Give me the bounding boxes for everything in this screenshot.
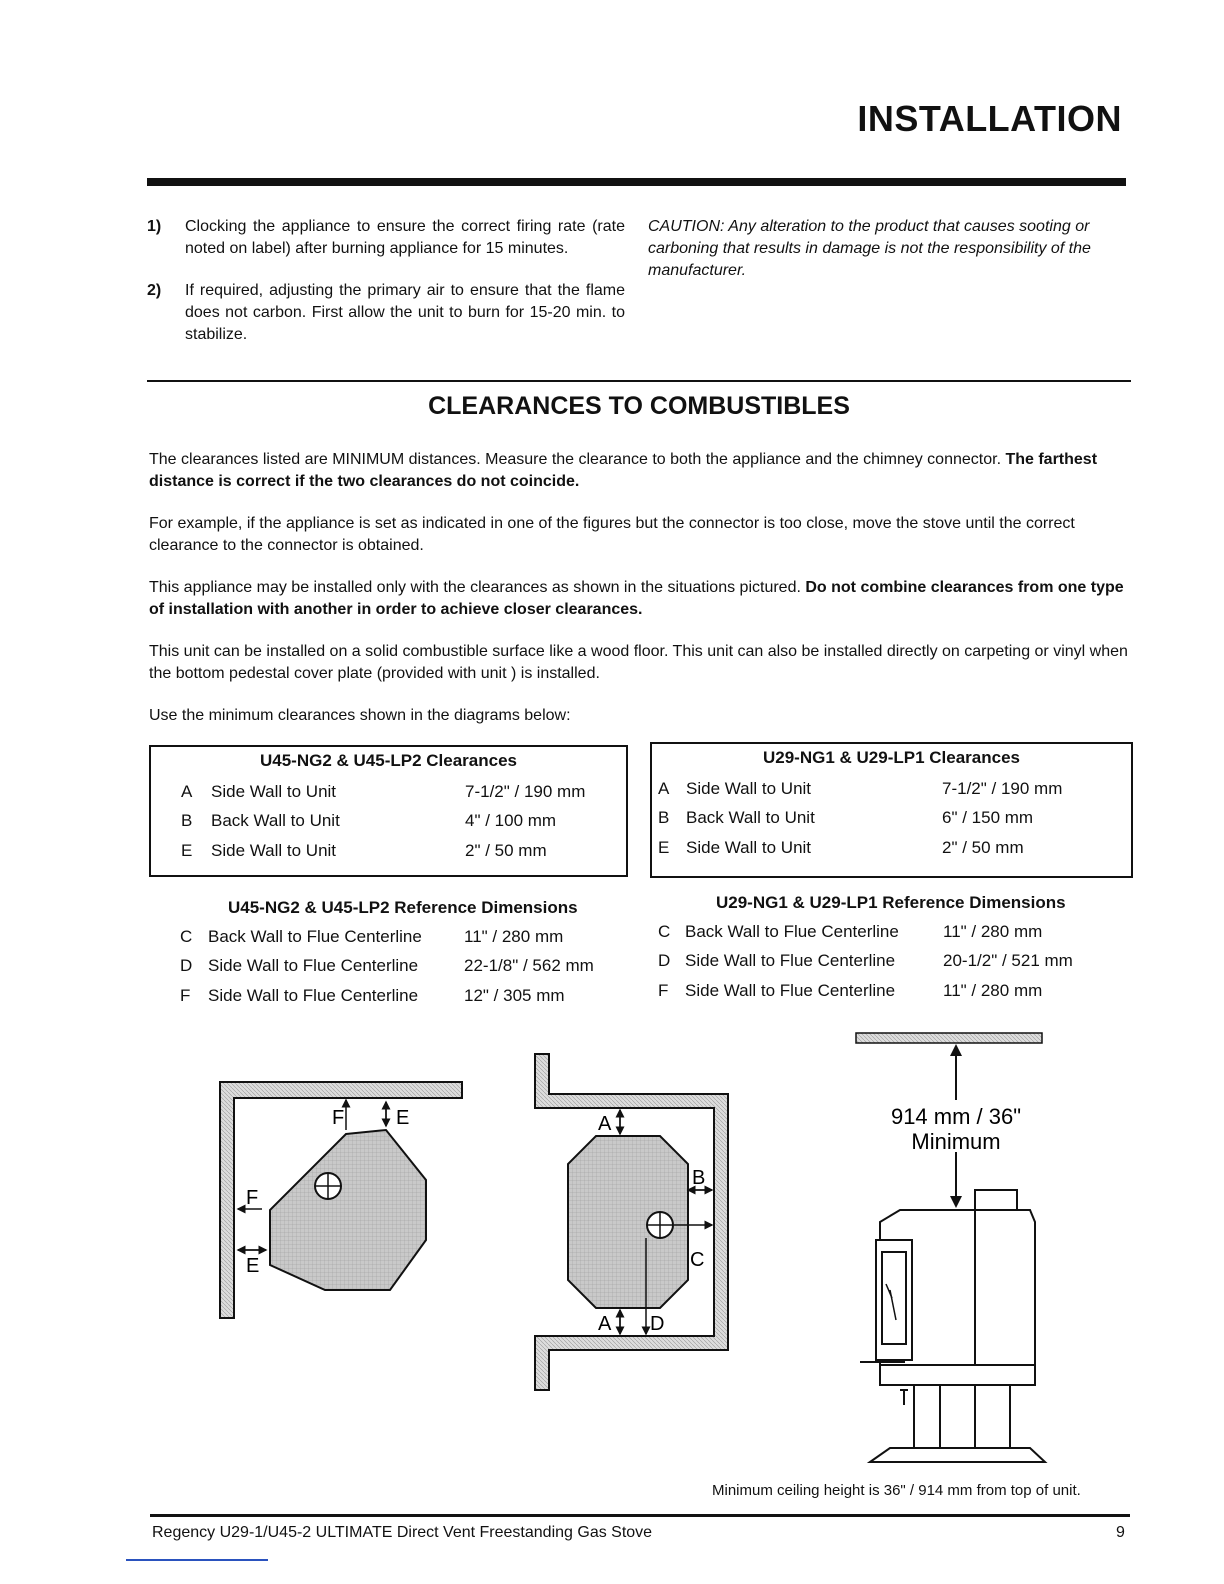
paragraph-5: Use the minimum clearances shown in the diagrams below: [149,707,571,724]
label-d: D [650,1313,665,1335]
row-label: Side Wall to Unit [686,778,812,798]
row-label: Side Wall to Unit [211,781,337,801]
label-f-top: F [332,1107,345,1129]
ceiling [856,1033,1042,1043]
label-e-side: E [246,1255,260,1277]
corner-install-diagram [220,1082,462,1318]
paragraph-text: This appliance may be installed only with the clearances as shown in the situations pictured. [149,579,806,596]
footer-divider [150,1514,1130,1517]
row-label: Side Wall to Flue Centerline [208,985,419,1005]
step-number: 1) [147,218,162,235]
step-text: Clocking the appliance to ensure the correct firing rate (rate noted on label) after burning appliance for 15 minutes. [185,218,625,257]
row-value: 22-1/8" / 562 mm [464,956,594,976]
stove-outline [270,1130,426,1290]
row-label: Back Wall to Unit [211,811,340,831]
height-dimension: 914 mm / 36" [890,1104,1022,1129]
section-title: CLEARANCES TO COMBUSTIBLES [428,392,850,420]
row-label: Side Wall to Flue Centerline [685,980,896,1000]
row-label: Back Wall to Flue Centerline [685,921,899,941]
row-letter: A [658,778,670,798]
paragraph-text: The clearances listed are MINIMUM distances. Measure the clearance to both the appliance and the chimney connector. [149,451,1006,468]
row-label: Side Wall to Unit [686,837,812,857]
paragraph-2: For example, if the appliance is set as indicated in one of the figures but the connector is too close, move the stove until the correct clearance to the connector is obtained. [149,515,1075,554]
row-letter: C [180,926,193,946]
footer-product-title: Regency U29-1/U45-2 ULTIMATE Direct Vent Freestanding Gas Stove [152,1524,653,1541]
paragraph-bold: Do not combine clearances from one type of installation with another in order to achieve closer clearances. [149,579,1124,618]
stove-side-view [860,1190,1045,1462]
paragraph-bold: The farthest distance is correct if the two clearances do not coincide. [149,451,1098,490]
row-letter: A [181,781,193,801]
row-value: 4" / 100 mm [465,811,557,831]
row-value: 7-1/2" / 190 mm [942,778,1063,798]
u45-clearances-title: U45-NG2 & U45-LP2 Clearances [259,751,517,770]
row-letter: F [180,985,191,1005]
row-label: Back Wall to Flue Centerline [208,926,422,946]
row-letter: B [658,808,670,828]
caution-text: Any alteration to the product that causes sooting or carboning that results in damage is not the responsibility of the manufacturer. [648,218,1091,279]
label-f-side: F [246,1187,259,1209]
paragraph-4: This unit can be installed on a solid combustible surface like a wood floor. This unit can also be installed directly on carpeting or vinyl when the bottom pedestal cover plate (provided with unit ) is installed. [149,643,1128,682]
row-letter: C [658,921,671,941]
row-value: 12" / 305 mm [464,985,565,1005]
u29-clearances-title: U29-NG1 & U29-LP1 Clearances [762,748,1020,767]
row-letter: E [658,837,670,857]
row-letter: B [181,811,193,831]
row-label: Side Wall to Flue Centerline [208,956,419,976]
label-e-top: E [396,1107,410,1129]
row-value: 2" / 50 mm [465,840,547,860]
height-minimum: Minimum [911,1129,1001,1154]
row-value: 11" / 280 mm [943,921,1043,941]
u45-reference-title: U45-NG2 & U45-LP2 Reference Dimensions [228,898,578,917]
u29-reference-title: U29-NG1 & U29-LP1 Reference Dimensions [716,893,1066,912]
label-a-top: A [598,1113,612,1135]
row-value: 2" / 50 mm [942,837,1024,857]
page-number: 9 [1116,1524,1125,1541]
step-number: 2) [147,282,162,299]
row-letter: D [180,956,193,976]
label-b: B [692,1167,706,1189]
row-letter: D [658,951,671,971]
row-value: 20-1/2" / 521 mm [943,951,1073,971]
label-a-bottom: A [598,1313,612,1335]
row-value: 7-1/2" / 190 mm [465,781,586,801]
row-label: Side Wall to Flue Centerline [685,951,896,971]
step-text: If required, adjusting the primary air to ensure that the flame does not carbon. First allow the unit to burn for 15-20 min. to stabilize. [185,282,625,343]
scan-artifact-line [126,1559,268,1561]
row-label: Back Wall to Unit [686,808,815,828]
caution-label: CAUTION: [648,218,725,235]
row-letter: E [181,840,193,860]
ceiling-height-diagram [856,1033,1045,1462]
row-label: Side Wall to Unit [211,840,337,860]
row-letter: F [658,980,669,1000]
row-value: 6" / 150 mm [942,808,1034,828]
page-title: INSTALLATION [857,98,1122,139]
parallel-install-diagram [535,1054,728,1390]
ceiling-caption: Minimum ceiling height is 36" / 914 mm from top of unit. [712,1482,1081,1499]
row-value: 11" / 280 mm [464,926,564,946]
row-value: 11" / 280 mm [943,980,1043,1000]
label-c: C [690,1249,705,1271]
